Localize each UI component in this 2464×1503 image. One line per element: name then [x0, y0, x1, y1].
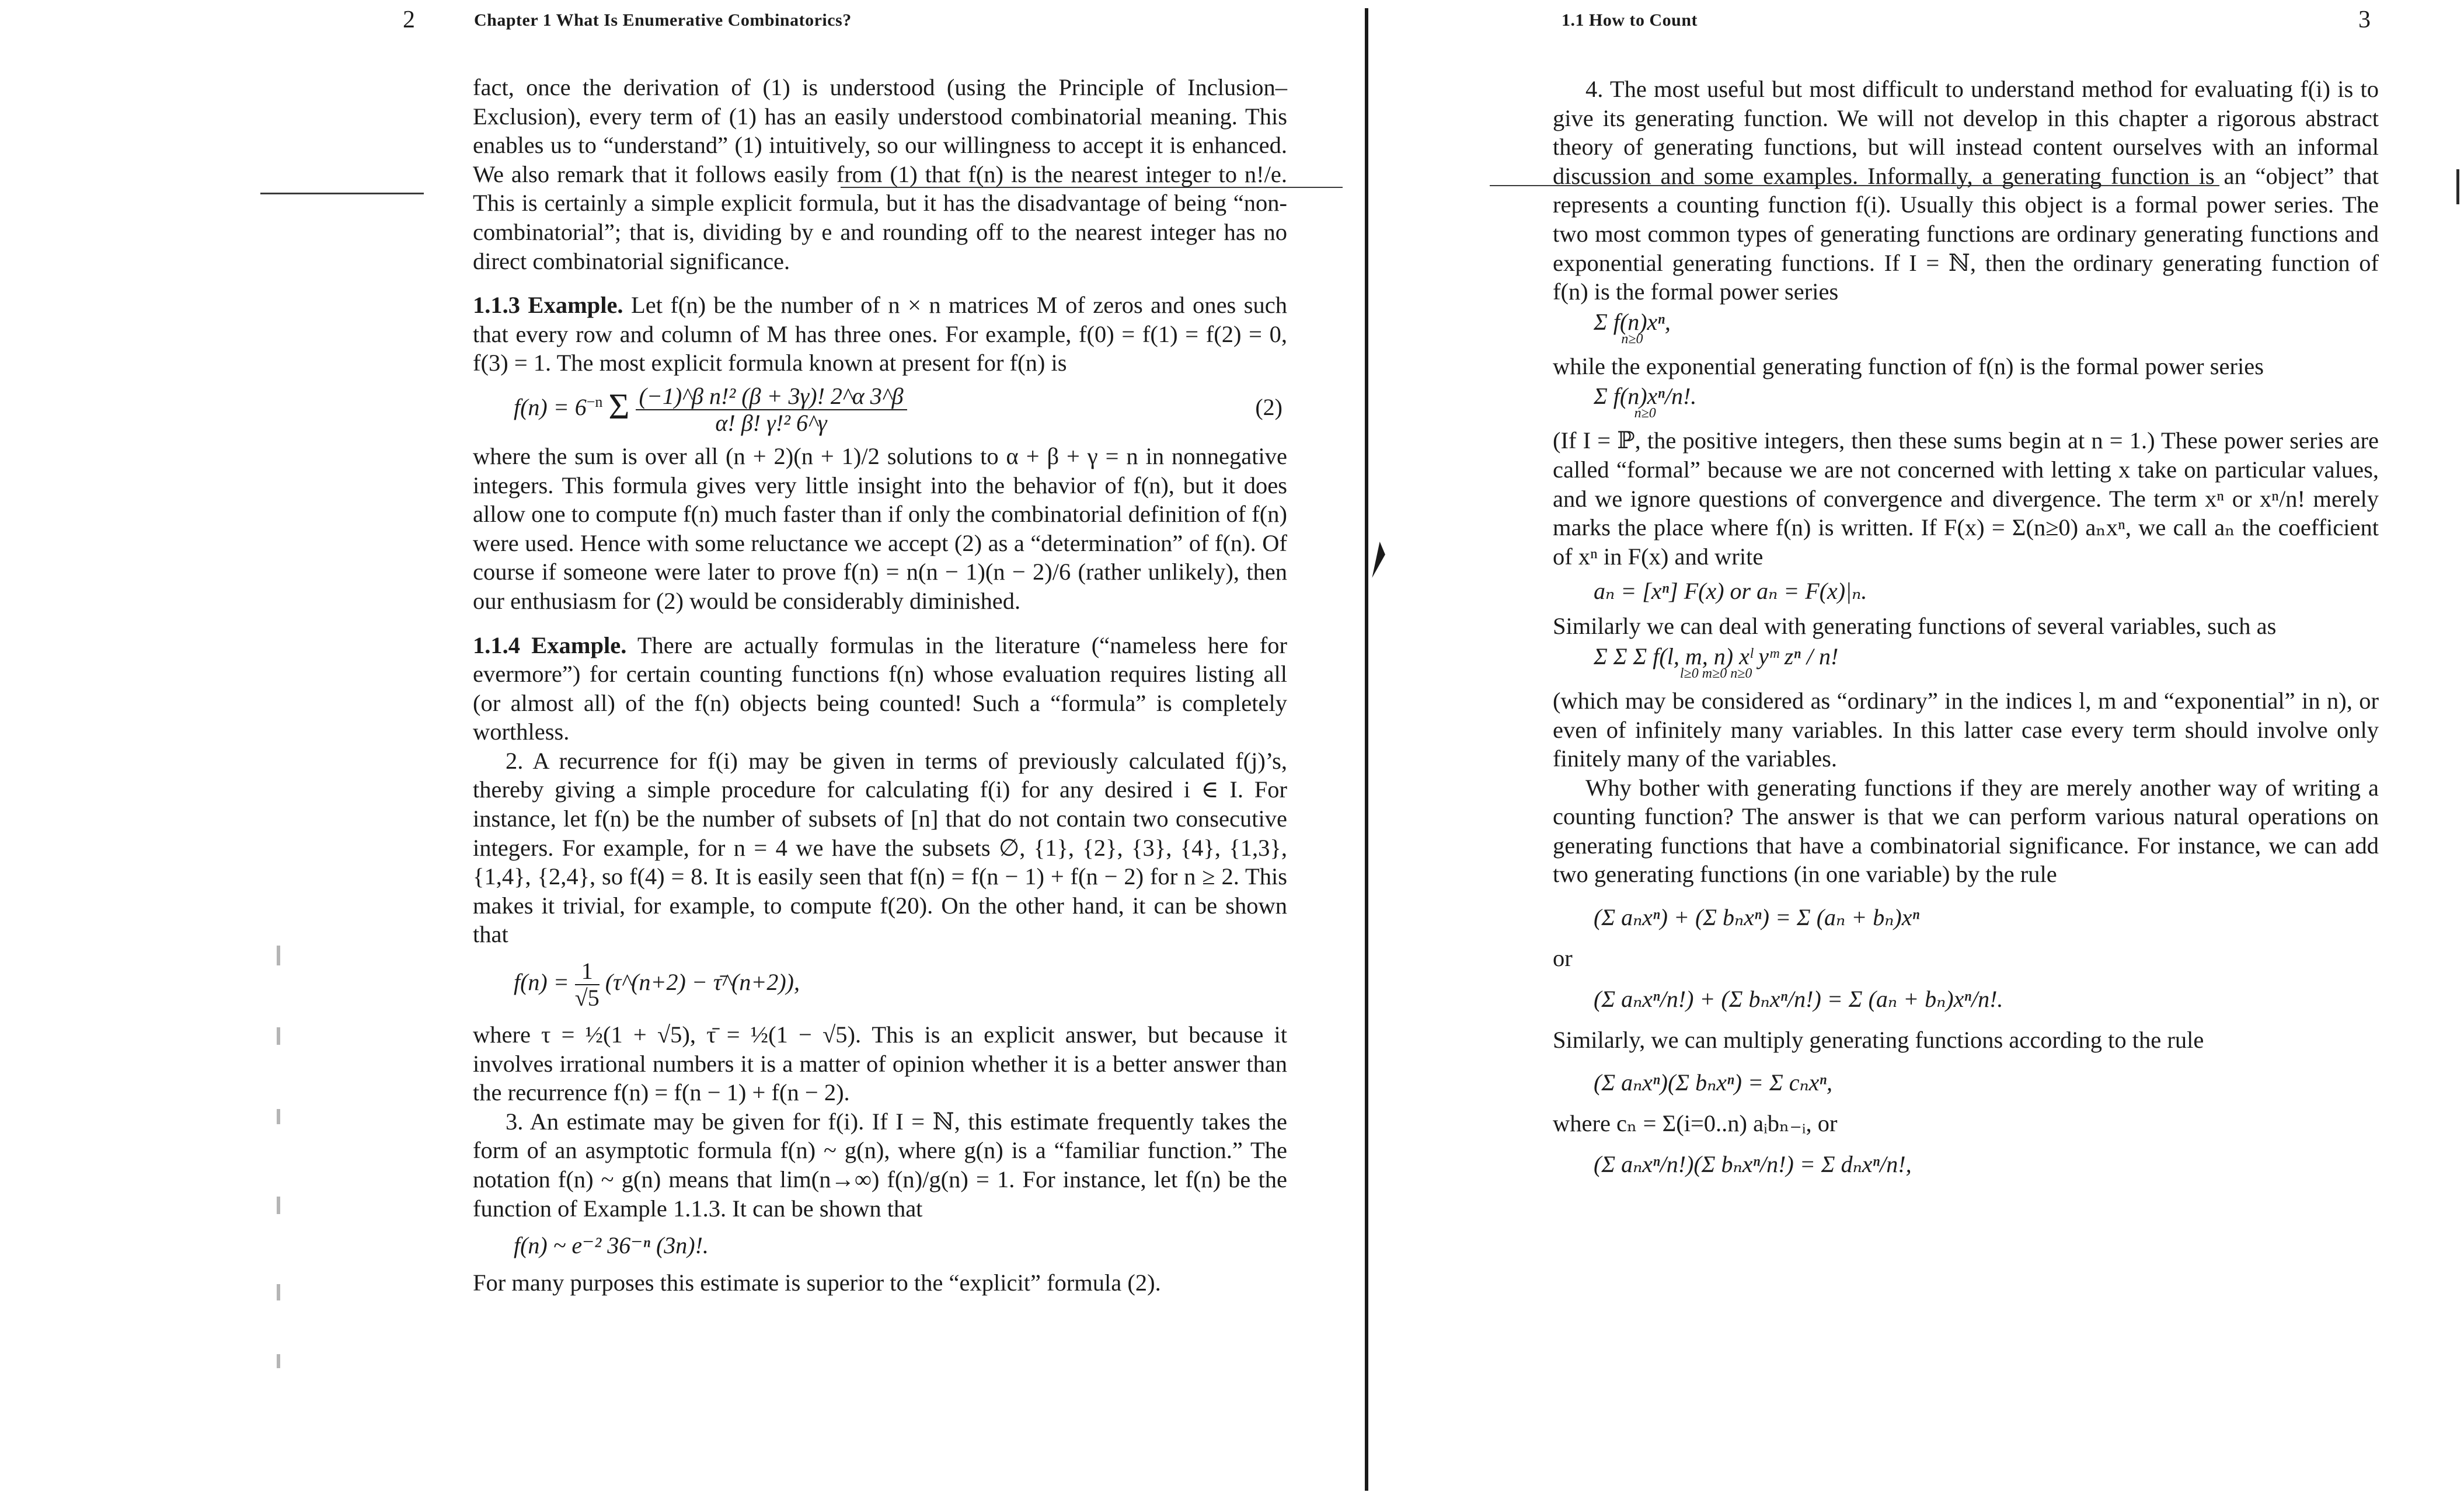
- eq2-lhs: f(n) = 6: [514, 394, 587, 421]
- scan-mark: [277, 946, 280, 965]
- scan-mark: [277, 1354, 280, 1368]
- or-word: or: [1553, 945, 1573, 972]
- example-text: There are actually formulas in the literature (“nameless here for evermore”) for certain counting functions f(n) whose evaluation requires listing all (or almost all) of the f(n) objects being counted! Such a “formula” is completely worthless.: [473, 632, 1287, 745]
- method-2-paragraph: 2. A recurrence for f(i) may be given in terms of previously calculated f(j)’s, thereby giving a simple procedure for calculating f(i) for any desired i ∈ I. For instance, let f(n) be the number of subsets of [n] that do not contain two consecutive integers. For example, for n = 4 we have the subsets ∅, {1}, {2}, {3}, {4}, {1,3}, {1,4}, {2,4}, so f(4) = 8. It is easily seen that f(n) = f(n − 1) + f(n − 2) for n ≥ 2. This makes it trivial, for example, to compute f(20). On the other hand, it can be shown that: [473, 747, 1287, 948]
- egf-intro: while the exponential generating function of f(n) is the formal power series: [1553, 353, 2264, 379]
- formal-series-paragraph: (If I = ℙ, the positive integers, then these sums begin at n = 1.) These power series are called “formal” because we are not concerned with letting x take on particular values, and we ignore questions of convergence and divergence. The term xⁿ or xⁿ/n! merely marks the place where f(n) is written. If F(x) = Σ(n≥0) aₙxⁿ, we call aₙ the coefficient of xⁿ in F(x) and write: [1553, 427, 2379, 570]
- ogf-text: Σ f(n)xⁿ,: [1594, 308, 1671, 335]
- example-label: 1.1.3 Example.: [473, 292, 623, 319]
- right-page-number: 3: [2358, 6, 2371, 33]
- ordinary-gf: [1553, 308, 2379, 347]
- multiplication-ordinary: (Σ aₙxⁿ)(Σ bₙxⁿ) = Σ cₙxⁿ,: [1594, 1069, 1833, 1096]
- multiplication-exponential: (Σ aₙxⁿ/n!)(Σ bₙxⁿ/n!) = Σ dₙxⁿ/n!,: [1594, 1150, 1912, 1177]
- several-variables-discussion: (which may be considered as “ordinary” in the indices l, m and “exponential” in n), or even of infinitely many variables. In this latter case every term should involve only finitely many of the variables.: [1553, 687, 2379, 772]
- left-page-number: 2: [403, 6, 415, 33]
- method-4-paragraph: 4. The most useful but most difficult to understand method for evaluating f(i) is to give its generating function. We will not develop in this chapter a rigorous abstract theory of generating functions, but will instead content ourselves with an informal discussion and some examples. Informally, a generating function is an “object” that represents a counting function f(i). Usually this object is a formal power series. The two most common types of generating functions are ordinary generating functions and exponential generating functions. If I = ℕ, then the ordinary generating function of f(n) is the formal power series: [1553, 76, 2379, 305]
- triple-sum-text: Σ Σ Σ f(l, m, n) xˡ yᵐ zⁿ / n!: [1594, 643, 1839, 669]
- opening-paragraph: fact, once the derivation of (1) is understood (using the Principle of Inclusion–Exclusion), every term of (1) has an easily understood combinatorial meaning. This enables us to “understand” (1) intuitively, so our willingness to accept it is enhanced. We also remark that it follows easily from (1) that f(n) is the nearest integer to n!/e. This is certainly a simple explicit formula, but it has the disadvantage of being “non-combinatorial”; that is, dividing by e and rounding off to the nearest integer has no direct combinatorial significance.: [473, 74, 1287, 274]
- sum-block: [1594, 383, 1697, 421]
- right-running-head: 1.1 How to Count: [1562, 11, 1698, 30]
- sum-block: [1594, 643, 1839, 681]
- fib-denominator: √5: [574, 985, 600, 1012]
- left-text-column: [473, 73, 1287, 1298]
- asymptotic-formula: f(n) ~ e⁻² 36⁻ⁿ (3n)!.: [514, 1232, 709, 1259]
- ogf-subscript: n≥0: [1621, 331, 1643, 347]
- margin-rule: [260, 193, 424, 194]
- example-label: 1.1.4 Example.: [473, 632, 627, 658]
- fib-numerator: 1: [575, 958, 600, 985]
- example-text: Let f(n) be the number of n × n matrices M of zeros and ones such that every row and column of M has three ones. For example, f(0) = f(1) = f(2) = 0, f(3) = 1. The most explicit formula known at present for f(n) is: [473, 292, 1287, 376]
- right-page: [1366, 0, 2464, 1503]
- eq2-numerator: (−1)^β n!² (β + 3γ)! 2^α 3^β: [636, 383, 907, 410]
- example-1-1-4: [473, 631, 1287, 747]
- where-cn: where cₙ = Σ(i=0..n) aᵢbₙ₋ᵢ, or: [1553, 1110, 1838, 1137]
- fibonacci-formula: [473, 958, 1287, 1011]
- fib-rhs: (τ^(n+2) − τ̄^(n+2)),: [605, 969, 800, 996]
- egf-text: Σ f(n)xⁿ/n!.: [1594, 383, 1697, 410]
- eq2-fraction: [636, 383, 907, 436]
- right-text-column: [1553, 75, 2379, 1185]
- closing-sentence: For many purposes this estimate is superior to the “explicit” formula (2).: [473, 1270, 1161, 1296]
- scan-mark: [277, 1109, 280, 1124]
- why-bother-paragraph: Why bother with generating functions if they are merely another way of writing a counting function? The answer is that we can perform various natural operations on generating functions that have a combinatorial significance. For instance, we can add two generating functions (in one variable) by the rule: [1553, 774, 2379, 888]
- scan-mark: [2456, 169, 2459, 204]
- addition-ordinary: (Σ aₙxⁿ) + (Σ bₙxⁿ) = Σ (aₙ + bₙ)xⁿ: [1594, 904, 1920, 931]
- scan-mark: [277, 1284, 280, 1300]
- fib-lhs: f(n) =: [514, 969, 569, 996]
- eq2-exponent: −n: [586, 393, 603, 410]
- method-2-discussion: where τ = ½(1 + √5), τ̄ = ½(1 − √5). This is an explicit answer, but because it involves irrational numbers it is a matter of opinion whether it is a better answer than the recurrence f(n) = f(n − 1) + f(n − 2).: [473, 1021, 1287, 1106]
- exponential-gf: [1553, 383, 2379, 421]
- triple-sum: [1553, 643, 2379, 681]
- sum-sign: Σ: [608, 387, 630, 427]
- eq2-denominator: α! β! γ!² 6^γ: [715, 409, 827, 436]
- equation-number: (2): [1255, 393, 1282, 420]
- sum-block: [1594, 308, 1671, 347]
- several-variables-intro: Similarly we can deal with generating functions of several variables, such as: [1553, 613, 2277, 640]
- addition-exponential: (Σ aₙxⁿ/n!) + (Σ bₙxⁿ/n!) = Σ (aₙ + bₙ)xⁿ/n!.: [1594, 985, 2003, 1012]
- triple-sum-subscript: l≥0 m≥0 n≥0: [1679, 665, 1752, 681]
- coefficient-equation: aₙ = [xⁿ] F(x) or aₙ = F(x)|ₙ.: [1594, 578, 1867, 605]
- scan-mark: [277, 1197, 280, 1214]
- scan-mark: [277, 1027, 280, 1045]
- method-3-paragraph: 3. An estimate may be given for f(i). If I = ℕ, this estimate frequently takes the form of an asymptotic formula f(n) ~ g(n), where g(n) is a “familiar function.” The notation f(n) ~ g(n) means that lim(n→∞) f(n)/g(n) = 1. For instance, let f(n) be the function of Example 1.1.3. It can be shown that: [473, 1108, 1287, 1222]
- left-running-head: Chapter 1 What Is Enumerative Combinatorics?: [474, 11, 852, 30]
- fib-fraction: [575, 958, 600, 1011]
- example-1-1-3: [473, 291, 1287, 378]
- multiplication-intro: Similarly, we can multiply generating functions according to the rule: [1553, 1026, 2204, 1053]
- egf-subscript: n≥0: [1634, 406, 1656, 421]
- example-1-1-3-discussion: where the sum is over all (n + 2)(n + 1)/2 solutions to α + β + γ = n in nonnegative integers. This formula gives very little insight into the behavior of f(n), but it does allow one to compute f(n) much faster than if only the combinatorial definition of f(n) were used. Hence with some reluctance we accept (2) as a “determination” of f(n). Of course if someone were later to prove f(n) = n(n − 1)(n − 2)/6 (rather unlikely), then our enthusiasm for (2) would be considerably diminished.: [473, 442, 1287, 614]
- equation-2: [473, 383, 1287, 436]
